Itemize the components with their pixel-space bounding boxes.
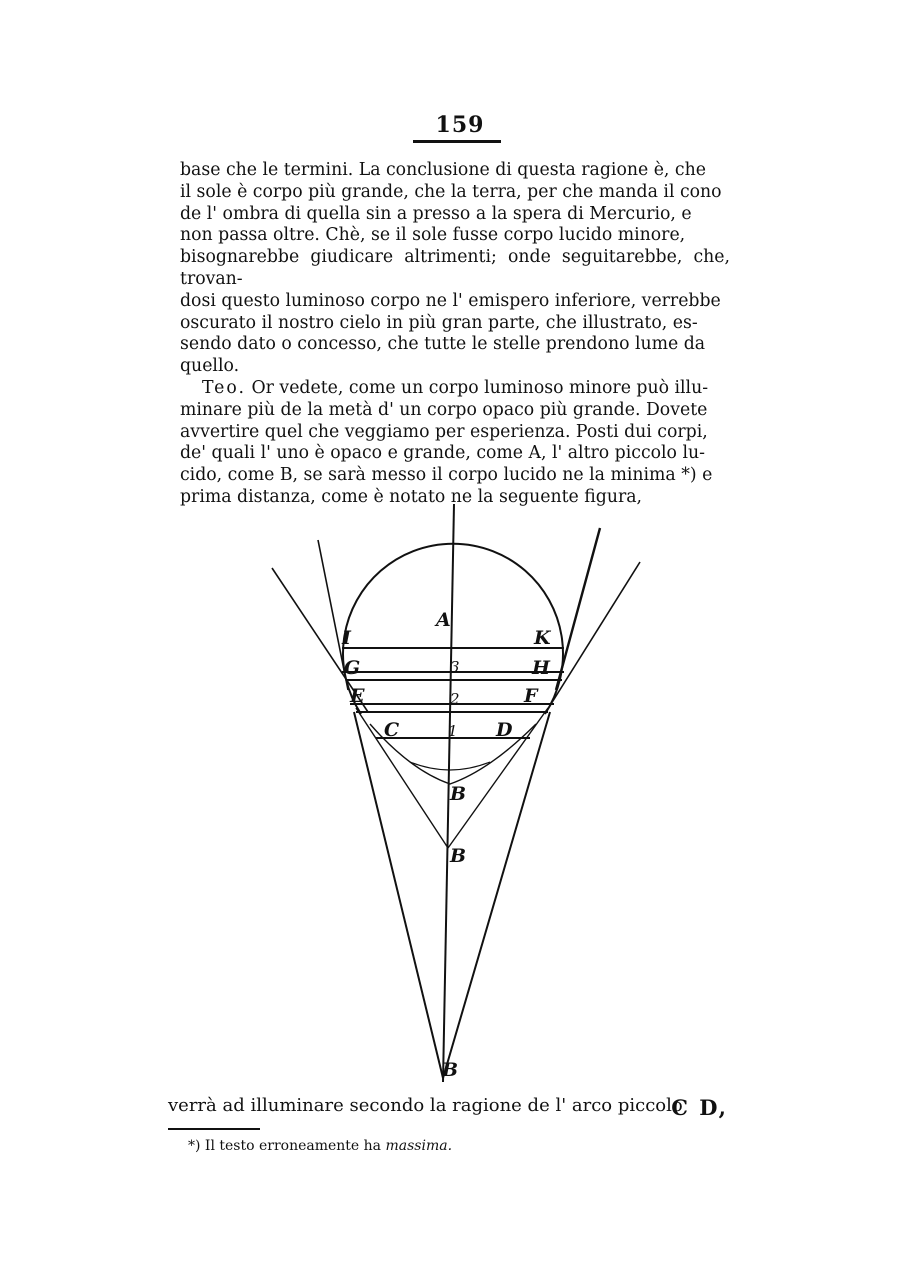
paragraph-1 <box>180 160 730 378</box>
footnote <box>188 1138 452 1154</box>
label-h: H <box>532 657 550 679</box>
label-k: K <box>534 627 551 649</box>
label-a: A <box>436 609 451 631</box>
footnote-text: Il testo erroneamente ha <box>200 1138 386 1154</box>
text-line: il sole è corpo più grande, che la terra, per che manda il cono <box>180 181 722 202</box>
header-rule <box>413 140 501 143</box>
footnote-emphasis: massima. <box>385 1138 453 1154</box>
speaker-label: Teo. <box>202 377 247 398</box>
text-line: oscurato il nostro cielo in più gran parte, che illustrato, es- <box>180 312 698 333</box>
label-g: G <box>344 657 361 679</box>
label-b3: B <box>442 1059 459 1081</box>
label-b1: B <box>450 783 467 805</box>
label-f: F <box>524 685 538 707</box>
right-outer-line <box>546 562 640 712</box>
label-i: I <box>342 627 351 649</box>
continuation-line <box>168 1095 728 1120</box>
number-2: 2 <box>450 690 460 708</box>
text-line: Or vedete, come un corpo luminoso minore può illu- <box>246 377 709 398</box>
text-line: dosi questo luminoso corpo ne l' emispero inferiore, verrebbe <box>180 290 721 311</box>
text-line: base che le termini. La conclusione di questa ragione è, che <box>180 160 706 180</box>
text-line: de l' ombra di quella sin a presso a la spera di Mercurio, e <box>180 203 692 224</box>
text-line: bisognarebbe giudicare altrimenti; onde seguitarebbe, che, trovan- <box>180 247 730 289</box>
text-line: de' quali l' uno è opaco e grande, come A, l' altro piccolo lu- <box>180 443 705 464</box>
number-3: 3 <box>450 658 460 676</box>
continuation-text: verrà ad illuminare secondo la ragione de l' arco piccolo <box>168 1095 683 1116</box>
text-line: prima distanza, come è notato ne la seguente figura, <box>180 486 643 507</box>
text-line: non passa oltre. Chè, se il sole fusse corpo lucido minore, <box>180 225 686 246</box>
geometric-figure <box>250 500 660 1090</box>
cone-right <box>443 712 550 1078</box>
paragraph-2-body <box>180 378 712 507</box>
cone-left <box>354 712 443 1078</box>
number-1: 1 <box>448 722 458 740</box>
label-d: D <box>496 719 513 741</box>
label-e: E <box>350 685 365 707</box>
text-line: cido, come B, se sarà messo il corpo lucido ne la minima *) e <box>180 465 713 486</box>
paragraph-2 <box>180 378 730 509</box>
text-line: avvertire quel che veggiamo per esperienza. Posti dui corpi, <box>180 421 708 442</box>
text-line: quello. <box>180 356 240 377</box>
label-c: C <box>384 719 400 741</box>
page-number: 159 <box>435 112 485 138</box>
main-text <box>180 160 730 509</box>
label-b2: B <box>450 845 467 867</box>
footnote-rule <box>168 1128 260 1130</box>
text-line: minare più de la metà d' un corpo opaco più grande. Dovete <box>180 399 708 420</box>
continuation-cd: C D, <box>671 1095 728 1120</box>
figure-svg <box>250 500 660 1090</box>
text-line: sendo dato o concesso, che tutte le stelle prendono lume da <box>180 334 706 355</box>
footnote-mark: *) <box>188 1138 201 1154</box>
right-steep-line <box>556 528 600 690</box>
